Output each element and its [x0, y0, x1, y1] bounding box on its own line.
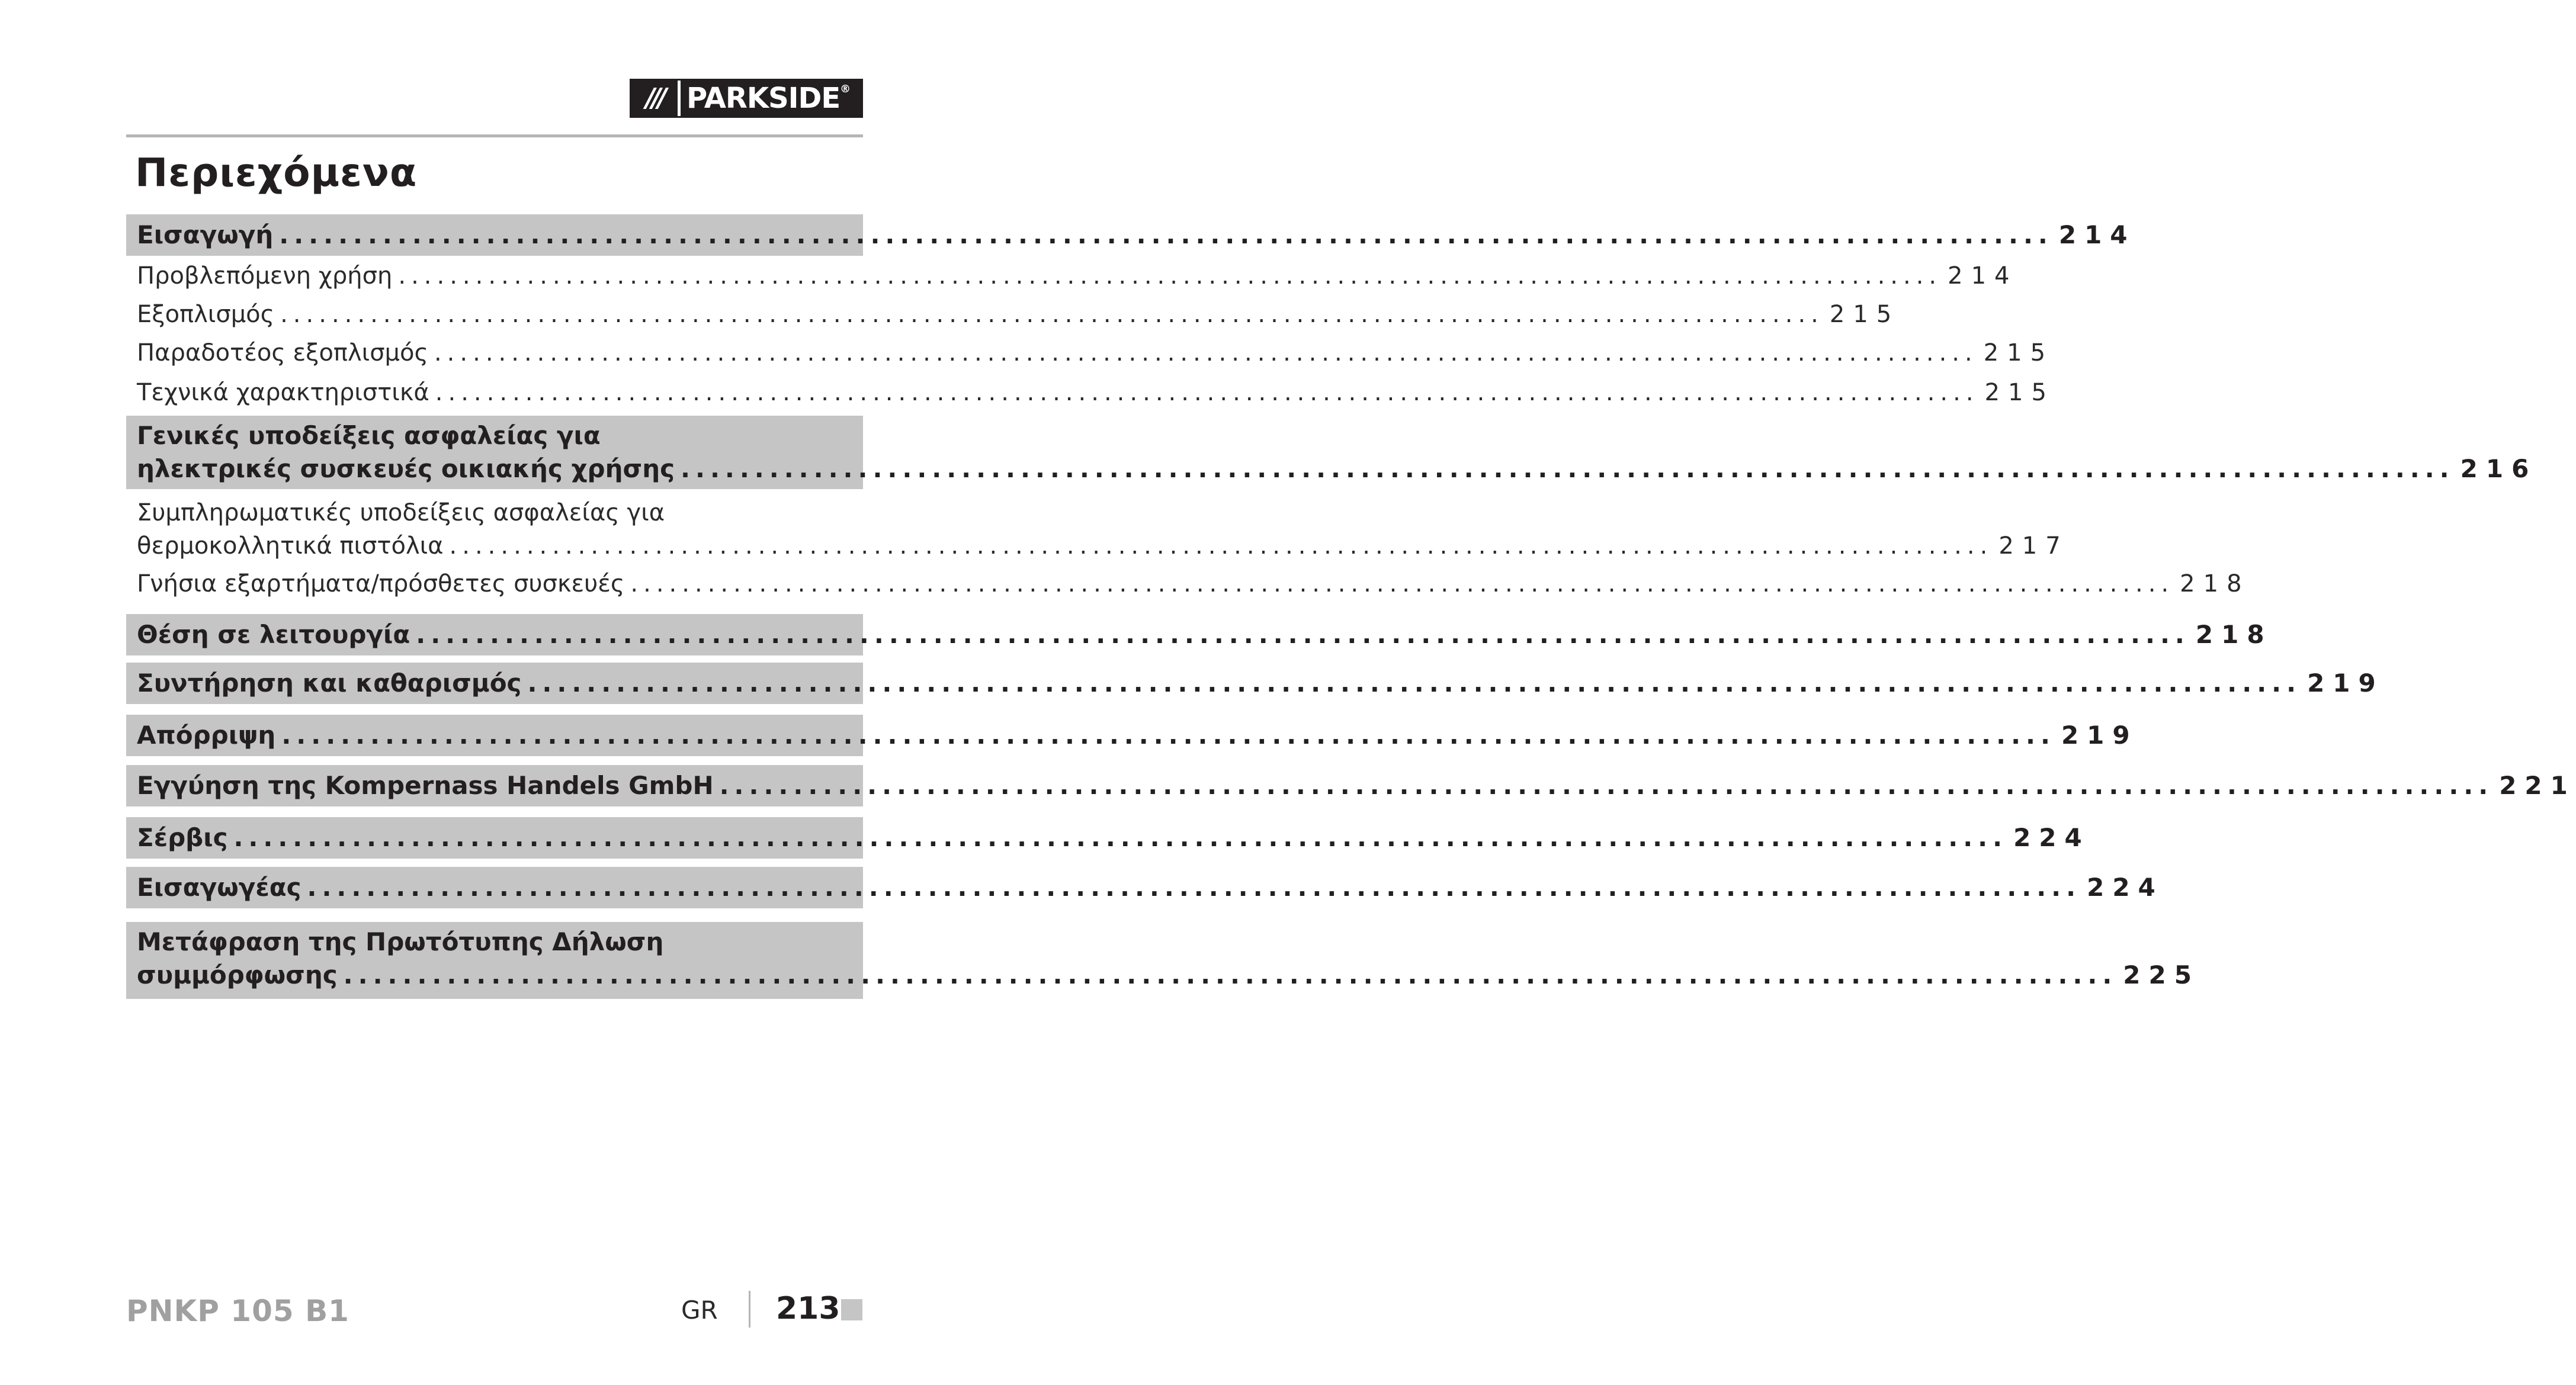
- toc-page-number: 218: [2180, 570, 2250, 597]
- toc-label: Εισαγωγέας: [137, 873, 301, 902]
- toc-label: συμμόρφωσης: [137, 960, 338, 989]
- toc-page-number: 218: [2195, 620, 2273, 649]
- toc-leader-dots: ........................................................................................................................: [281, 721, 2055, 750]
- toc-leader-dots: ........................................................................................................................: [233, 823, 2008, 852]
- toc-leader-dots: ........................................................................................................................: [280, 301, 1824, 328]
- toc-leader-dots: ........................................................................................................................: [630, 570, 2174, 597]
- toc-page-number: 217: [1998, 532, 2069, 560]
- toc-page-number: 214: [2058, 220, 2136, 249]
- toc-page-number: 225: [2123, 960, 2200, 989]
- toc-leader-dots: ........................................................................................................................: [527, 669, 2302, 698]
- toc-subsection[interactable]: [126, 259, 2018, 293]
- toc-label: Προβλεπόμενη χρήση: [137, 262, 393, 290]
- toc-leader-dots: ........................................................................................................................: [307, 873, 2081, 902]
- parkside-logo: [630, 79, 863, 118]
- toc-section[interactable]: [126, 663, 2384, 704]
- footer-language: GR: [681, 1296, 718, 1325]
- logo-name: PARKSIDE: [686, 82, 841, 115]
- toc-label-line1: Συμπληρωματικές υποδείξεις ασφαλείας για: [137, 499, 665, 526]
- toc-label: Εγγύηση της Kompernass Handels GmbH: [137, 771, 714, 800]
- toc-label: Παραδοτέος εξοπλισμός: [137, 339, 428, 367]
- toc-page-number: 215: [1983, 339, 2054, 367]
- toc-label: Εισαγωγή: [137, 220, 274, 249]
- logo-stripes: ///: [631, 81, 678, 116]
- footer-divider: [749, 1291, 750, 1328]
- logo-registered-mark: ®: [840, 83, 851, 95]
- toc-leader-dots: ........................................................................................................................: [416, 620, 2190, 649]
- toc-label-line1: Γενικές υποδείξεις ασφαλείας για: [137, 421, 601, 450]
- toc-page-number: 219: [2307, 669, 2384, 698]
- toc-page-number: 224: [2087, 873, 2164, 902]
- toc-section[interactable]: [126, 817, 2090, 859]
- footer-page-number: 213: [776, 1291, 841, 1326]
- header-rule: [126, 134, 863, 137]
- toc-section[interactable]: [126, 765, 2576, 806]
- page-title: Περιεχόμενα: [135, 150, 418, 195]
- logo-wordmark: [678, 81, 861, 116]
- toc-page-number: 216: [2460, 454, 2537, 483]
- footer-model: PNKP 105 B1: [126, 1294, 349, 1328]
- toc-page-number: 224: [2013, 823, 2090, 852]
- toc-subsection[interactable]: [126, 297, 1900, 332]
- toc-page-number: 215: [1984, 379, 2055, 406]
- toc-label: θερμοκολλητικά πιστόλια: [137, 532, 444, 560]
- toc-subsection[interactable]: [126, 493, 2069, 563]
- toc-label: Σέρβις: [137, 823, 228, 852]
- toc-label: Συντήρηση και καθαρισμός: [137, 669, 522, 698]
- toc-label: Εξοπλισμός: [137, 301, 275, 328]
- toc-section[interactable]: [126, 867, 2164, 908]
- toc-leader-dots: ........................................................................................................................: [398, 262, 1942, 290]
- toc-page-number: 214: [1948, 262, 2018, 290]
- toc-label: Τεχνικά χαρακτηριστικά: [137, 379, 429, 406]
- toc-subsection[interactable]: [126, 375, 2055, 410]
- toc-label-line1: Μετάφραση της Πρωτότυπης Δήλωση: [137, 927, 664, 956]
- toc-leader-dots: ........................................................................................................................: [435, 379, 1979, 406]
- toc-subsection[interactable]: [126, 336, 2054, 370]
- toc-leader-dots: ........................................................................................................................: [719, 771, 2494, 800]
- toc-leader-dots: ........................................................................................................................: [681, 454, 2455, 483]
- toc-subsection[interactable]: [126, 567, 2250, 601]
- toc-section[interactable]: [126, 614, 2273, 655]
- toc-label: Γνήσια εξαρτήματα/πρόσθετες συσκευές: [137, 570, 625, 597]
- toc-leader-dots: ........................................................................................................................: [449, 532, 1993, 560]
- toc-label: Απόρριψη: [137, 721, 276, 750]
- toc-section[interactable]: [126, 922, 2200, 999]
- toc-section[interactable]: [126, 416, 2537, 489]
- toc-section[interactable]: [126, 214, 2136, 256]
- toc-page-number: 215: [1829, 301, 1900, 328]
- toc-label: ηλεκτρικές συσκευές οικιακής χρήσης: [137, 454, 675, 483]
- footer-square-mark: [841, 1299, 862, 1320]
- toc-leader-dots: ........................................................................................................................: [279, 220, 2053, 249]
- toc-label: Θέση σε λειτουργία: [137, 620, 410, 649]
- toc-page-number: 221: [2499, 771, 2576, 800]
- toc-section[interactable]: [126, 715, 2138, 756]
- toc-leader-dots: ........................................................................................................................: [343, 960, 2118, 989]
- toc-page-number: 219: [2061, 721, 2138, 750]
- toc-leader-dots: ........................................................................................................................: [434, 339, 1978, 367]
